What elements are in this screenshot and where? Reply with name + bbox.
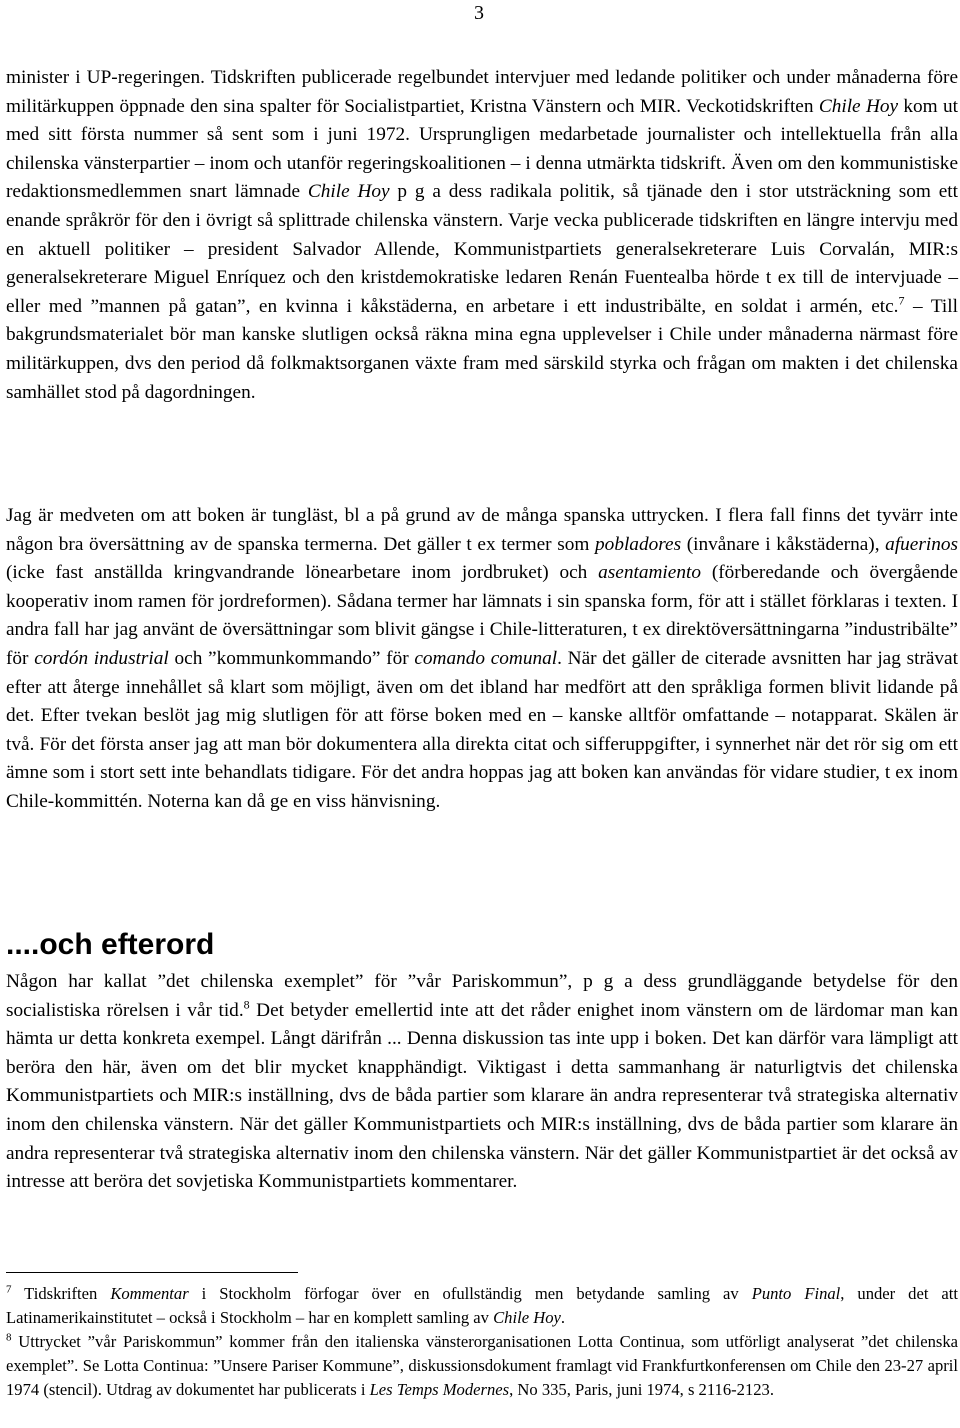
text-run: , No 335, Paris, juni 1974, s 2116-2123. [509,1380,774,1399]
italic-title-kommentar: Kommentar [110,1284,189,1303]
text-run: kom ut med sitt första nummer så sent som i juni 1972. Ursprungligen medarbetade journalister och intellektuella från alla chilenska vänsterpartier – inom och utanför regeringskoalitionen – i denna utmärkta tidskrift. Även om den kommunistiske redaktionsmedlemmen snart lämnade [6,95,959,203]
paragraph-text [6,968,958,1197]
text-run: . När det gäller de citerade avsnitten har jag strävat efter att återge innehållet så klart som möjligt, även om det ibland har medfört att den språkliga formen blivit lidande på det. Efter tvekan beslöt jag mig slutligen för att förse boken med en – kanske alltför omfattande – notapparat. Skälen är två. För det första anser jag att man bör dokumentera alla direkta citat och sifferuppgifter, i synnerhet när det rör sig om ett ämne som i stort sett inte behandlats tidigare. För det andra hoppas jag att boken kan användas för vidare studier, t ex inom Chile-kommittén. Noterna kan då ge en viss hänvisning. [6,647,958,812]
italic-title-chile-hoy: Chile Hoy [307,181,390,203]
text-run: och ”kommunkommando” för [168,647,415,669]
italic-title-punto-final: Punto Final [751,1284,841,1303]
italic-term-cordon-industrial: cordón industrial [34,647,169,669]
text-run: Jag är medveten om att boken är tungläst, bl a på grund av de många spanska uttrycken. I flera fall finns det tyvärr inte någon bra översättning av de spanska termerna. Det gäller t ex termer som [6,505,958,555]
paragraph-spanish-terms [6,502,958,817]
text-run: i Stockholm förfogar över en ofullständig men betydande samling av [188,1284,752,1303]
italic-title-chile-hoy: Chile Hoy [493,1308,561,1327]
page-number: 3 [474,2,484,24]
text-run: (förberedande och övergående kooperativ inom ramen för jordreformen). Sådana termer har lämnats i sin spanska form, för att i stället förklaras i texten. I andra fall har jag använt de översättningar som blivit gängse i Chile-litteraturen, t ex direktöversättningarna ”industribälte” för [6,562,958,669]
paragraph-text [6,502,958,817]
text-run: (icke fast anställda kringvandrande lönearbetare inom jordbruket) och [6,562,599,584]
italic-term-pobladores: pobladores [595,533,682,555]
text-run: p g a dess radikala politik, så tjänade den i stor utsträckning som ett enande språkrör för den i övrigt så splittrade chilenska vänstern. Varje vecka publicerade tidskriften en längre intervju med en aktuell politiker – president Salvador Allende, Kommunistpartiets generalsekreterare Luis Corvalán, MIR:s generalsekreterare Miguel Enríquez och den kristdemokratiske ledaren Renán Fuentealba hörde t ex till de intervjuade – eller med ”mannen på gatan”, en kvinna i kåkstäderna, en arbetare i ett industribälte, en soldat i armén, etc. [6,181,958,317]
footnote-divider [6,1272,298,1273]
text-run: minister i UP-regeringen. Tidskriften publicerade regelbundet intervjuer med ledande politiker och under månaderna före militärkuppen öppnade den sina spalter för Socialistpartiet, Kristna Vänstern och MIR. Veckotidskriften [6,67,958,117]
paragraph-intro-sources [6,64,958,407]
footnote-ref-8[interactable]: 8 [243,997,250,1012]
italic-title-chile-hoy: Chile Hoy [818,95,899,117]
text-run: Det betyder emellertid inte att det råder enighet inom vänstern om de lärdomar man kan hämta ur detta konkreta exempel. Långt därifrån ... Denna diskussion tas inte upp i boken. Det kan därför vara lämpligt att beröra den här, även om det blir mycket knapphändigt. Viktigast i detta sammanhang är naturligtvis det chilenska Kommunistpartiets och MIR:s inställning, dvs de båda partier som klarare än andra representerar två strategiska alternativ inom den chilenska vänstern. När det gäller Kommunistpartiets och MIR:s inställning, dvs de båda partier som klarare än andra representerar två strategiska alternativ inom den chilenska vänstern. När det gäller Kommunistpartiet är det också av intresse att beröra det sovjetiska Kommunistpartiets kommentarer. [6,999,958,1193]
text-run: Någon har kallat ”det chilenska exemplet” för ”vår Pariskommun”, p g a dess grundläggande betydelse för den socialistiska rörelsen i vår tid. [6,971,958,1021]
paragraph-efterord [6,968,958,1197]
italic-term-comando-comunal: comando comunal [414,647,558,669]
footnotes [6,1282,958,1402]
footnote-number: 8 [6,1331,12,1344]
text-run: (invånare i kåkstäderna), [681,533,886,555]
footnote-number: 7 [6,1283,12,1296]
footnote-8 [6,1330,958,1402]
footnote-7 [6,1282,958,1330]
footnote-ref-7[interactable]: 7 [898,293,905,308]
italic-title-les-temps-modernes: Les Temps Modernes [369,1380,510,1399]
paragraph-text [6,64,958,407]
text-run: Tidskriften [11,1284,111,1303]
text-run: , under det att Latinamerikainstitutet – också i Stockholm – har en komplett samling av [6,1284,959,1327]
section-heading: ....och efterord [6,928,215,961]
italic-term-afuerinos: afuerinos [885,533,959,555]
text-run: – Till bakgrundsmaterialet bör man kanske slutligen också räkna mina egna upplevelser i Chile under månaderna närmast före militärkuppen, dvs den period då folkmaktsorganen växte fram med särskild styrka och frågan om makten i det chilenska samhället stod på dagordningen. [6,295,959,403]
text-run: Uttrycket ”vår Pariskommun” kommer från den italienska vänsterorganisationen Lotta Continua, som utförligt analyserat ”det chilenska exemplet”. Se Lotta Continua: ”Unsere Pariser Kommune”, diskussionsdokument framlagt vid Frankfurtkonferensen om Chile den 23-27 april 1974 (stencil). Utdrag av dokumentet har publicerats i [6,1332,958,1399]
text-run: . [560,1308,566,1327]
italic-term-asentamiento: asentamiento [598,562,701,584]
